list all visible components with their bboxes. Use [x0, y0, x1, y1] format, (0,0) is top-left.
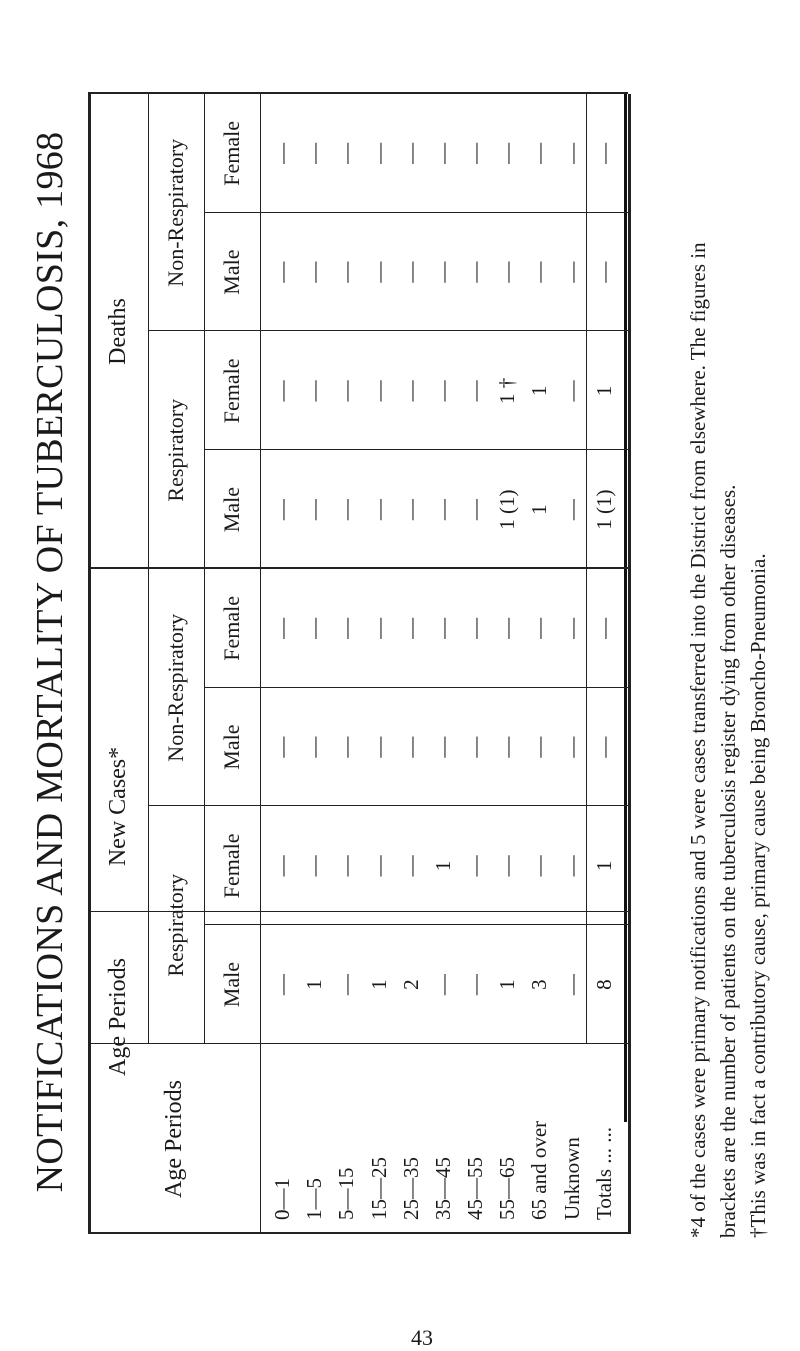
age-period-label: 0—1: [270, 1178, 294, 1220]
table-cell: —: [270, 736, 294, 758]
age-period-label: 1—5: [302, 1178, 327, 1220]
footnote-3: †This was in fact a contributory cause, primary cause being Broncho-Pneumonia.: [746, 553, 770, 1238]
age-periods-header: Age Periods: [160, 1080, 187, 1198]
sex-header: Female: [219, 596, 244, 661]
table-cell: —: [495, 261, 520, 283]
table-cell: —: [463, 261, 488, 283]
table-cell: —: [366, 855, 391, 877]
table-cell: —: [559, 617, 584, 639]
table-cell: —: [495, 617, 520, 639]
table-cell: —: [559, 855, 584, 877]
totals-cell: 1: [591, 385, 616, 397]
table-cell: —: [527, 261, 552, 283]
table-cell: 3: [527, 979, 552, 990]
age-period-label: 35—45: [430, 1157, 455, 1220]
totals-cell: 1 (1): [591, 489, 616, 530]
sex-header: Male: [219, 962, 244, 1008]
footnote-1: *4 of the cases were primary notifications and 5 were cases transferred into the District from elsewhere. The figures in: [686, 242, 710, 1238]
table-cell: —: [366, 261, 391, 283]
table-cell: —: [559, 499, 584, 521]
sex-header: Female: [219, 833, 244, 899]
table-cell: —: [430, 617, 455, 639]
table-cell: —: [495, 142, 520, 164]
group-header: New Cases*: [104, 746, 131, 867]
table-cell: —: [270, 380, 294, 402]
table-cell: —: [334, 261, 359, 283]
header-bottom-rule: [260, 94, 261, 1234]
table-cell: —: [302, 261, 327, 283]
footnote-2: brackets are the number of patients on the tuberculosis register dying from other diseases.: [716, 484, 740, 1238]
table-cell: —: [334, 142, 359, 164]
table-cell: —: [302, 617, 327, 639]
table-cell: —: [430, 261, 455, 283]
page-title: NOTIFICATIONS AND MORTALITY OF TUBERCULOSIS, 1968: [29, 131, 71, 1193]
sex-divider: [204, 212, 628, 213]
table-cell: —: [366, 499, 391, 521]
table-cell: —: [366, 736, 391, 758]
group-header-rule: [148, 94, 149, 1044]
table-cell: —: [270, 974, 294, 996]
age-periods-header: Age Periods: [104, 958, 131, 1076]
table-bottom-rule: [624, 92, 627, 1122]
table-cell: —: [559, 380, 584, 402]
table-cell: —: [270, 261, 294, 283]
table-cell: —: [495, 855, 520, 877]
table-cell: —: [430, 499, 455, 521]
sex-header: Male: [219, 724, 244, 770]
age-period-label: 55—65: [495, 1157, 520, 1220]
table-cell: 1: [527, 385, 552, 397]
table-cell: —: [495, 736, 520, 758]
age-period-label: Unknown: [559, 1137, 584, 1220]
table-cell: —: [398, 855, 423, 877]
table-cell: —: [527, 142, 552, 164]
table-cell: —: [334, 380, 359, 402]
table-cell: —: [366, 380, 391, 402]
totals-cell: —: [591, 261, 616, 283]
table-cell: —: [302, 380, 327, 402]
table-cell: —: [463, 499, 488, 521]
table-cell: —: [366, 617, 391, 639]
table-cell: —: [270, 142, 294, 164]
sex-divider: [204, 449, 628, 450]
table-cell: —: [463, 855, 488, 877]
table-cell: —: [430, 380, 455, 402]
subgroup-header: Respiratory: [163, 873, 188, 977]
sex-header: Female: [219, 358, 244, 424]
table-cell: —: [559, 736, 584, 758]
table-cell: —: [527, 736, 552, 758]
totals-cell: —: [591, 142, 616, 164]
sex-header: Female: [219, 121, 244, 186]
table-cell: 1: [527, 504, 552, 515]
table-cell: —: [430, 974, 455, 996]
table-cell: —: [398, 499, 423, 521]
table-cell: —: [398, 261, 423, 283]
totals-cell: 1: [591, 860, 616, 872]
table-cell: 1: [366, 979, 391, 990]
table-cell: 1: [302, 979, 327, 990]
table-cell: —: [559, 142, 584, 164]
subgroup-header: Respiratory: [163, 398, 188, 502]
table-cell: —: [302, 736, 327, 758]
table-cell: —: [430, 736, 455, 758]
table-cell: —: [527, 855, 552, 877]
table-cell: —: [398, 736, 423, 758]
age-period-label: 65 and over: [527, 1120, 552, 1220]
table-cell: —: [463, 142, 488, 164]
table-cell: —: [463, 974, 488, 996]
age-period-label: 45—55: [463, 1157, 488, 1220]
totals-cell: —: [591, 736, 616, 758]
table-cell: —: [366, 142, 391, 164]
table-cell: —: [559, 974, 584, 996]
age-period-label: 5—15: [334, 1167, 359, 1220]
totals-rule: [586, 94, 587, 1044]
table-cell: —: [398, 142, 423, 164]
age-period-label: 25—35: [398, 1157, 423, 1220]
table-cell: —: [334, 855, 359, 877]
totals-cell: 8: [591, 979, 616, 990]
age-period-label: 15—25: [366, 1157, 391, 1220]
table-cell: 1: [430, 860, 455, 872]
sex-header: Male: [219, 249, 244, 295]
sex-header: Male: [219, 487, 244, 533]
table-cell: —: [302, 855, 327, 877]
table-cell: —: [302, 499, 327, 521]
sex-divider: [204, 924, 628, 925]
table-cell: 1 (1): [495, 489, 520, 530]
sex-divider: [204, 687, 628, 688]
subgroup-header: Non-Respiratory: [163, 138, 188, 287]
table-cell: —: [270, 499, 294, 521]
table-cell: —: [270, 617, 294, 639]
subgroup-header-rule: [204, 94, 205, 1044]
subgroup-header: Non-Respiratory: [163, 613, 188, 762]
grid-bottom-rule: [628, 94, 631, 1234]
totals-cell: —: [591, 617, 616, 639]
table-cell: —: [527, 617, 552, 639]
table-cell: —: [334, 736, 359, 758]
table-cell: 1 †: [495, 377, 520, 404]
group-header: Deaths: [104, 298, 131, 365]
table-cell: —: [302, 142, 327, 164]
table-cell: —: [334, 974, 359, 996]
table-cell: —: [334, 617, 359, 639]
table-cell: —: [463, 380, 488, 402]
table-cell: —: [430, 142, 455, 164]
table-cell: —: [463, 617, 488, 639]
table-cell: —: [463, 736, 488, 758]
table-cell: 1: [495, 979, 520, 990]
table-cell: —: [398, 380, 423, 402]
table-cell: 2: [398, 979, 423, 990]
table-cell: —: [398, 617, 423, 639]
totals-label: Totals ... ...: [591, 1126, 616, 1220]
page-number: 43: [411, 1325, 433, 1350]
table-cell: —: [334, 499, 359, 521]
table-cell: —: [270, 855, 294, 877]
table-cell: —: [559, 261, 584, 283]
